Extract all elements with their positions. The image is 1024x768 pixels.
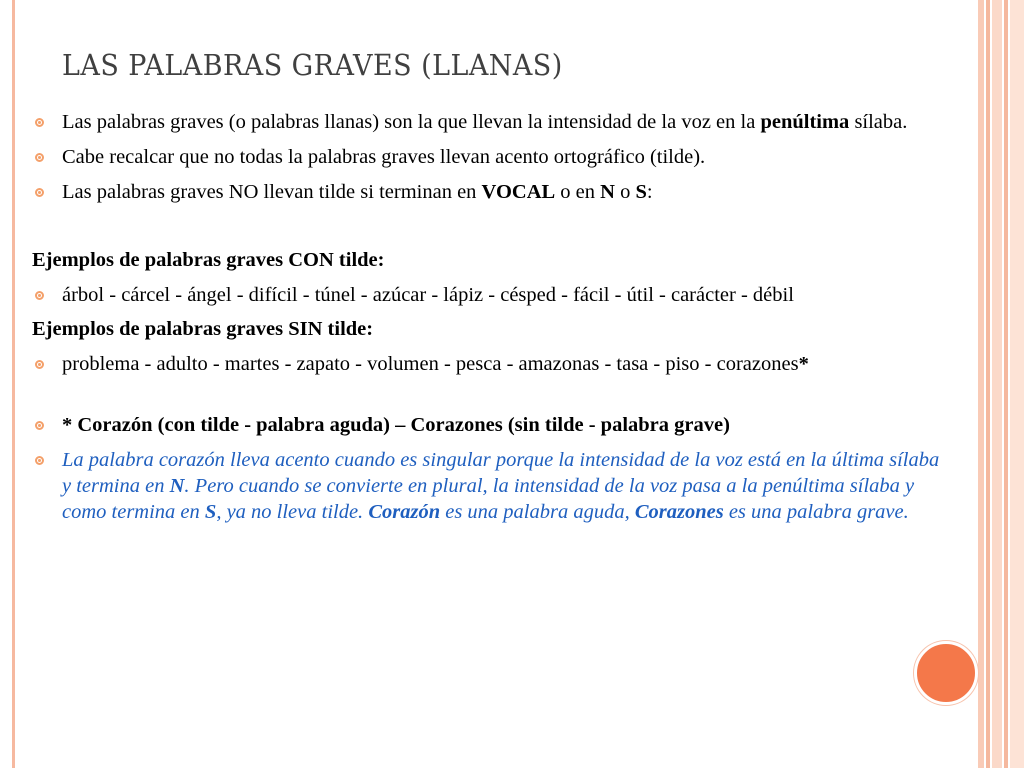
bullet-corazon-note: * Corazón (con tilde - palabra aguda) – Corazones (sin tilde - palabra grave) bbox=[32, 412, 942, 438]
bullet-icon bbox=[35, 421, 44, 430]
slide-content bbox=[32, 109, 942, 525]
left-border-line bbox=[12, 0, 15, 768]
heading-sin-tilde: Ejemplos de palabras graves SIN tilde: bbox=[32, 318, 374, 340]
heading-con-tilde: Ejemplos de palabras graves CON tilde: bbox=[32, 249, 385, 271]
bullet-icon bbox=[35, 118, 44, 127]
bullet-icon bbox=[35, 188, 44, 197]
right-decor-stripe bbox=[1010, 0, 1024, 768]
bullet-icon bbox=[35, 153, 44, 162]
bullet-definition: Las palabras graves (o palabras llanas) son la que llevan la intensidad de la voz en la penúltima sílaba. bbox=[32, 109, 942, 135]
examples-sin-tilde: problema - adulto - martes - zapato - volumen - pesca - amazonas - tasa - piso - corazones* bbox=[32, 351, 942, 377]
bullet-explanation: La palabra corazón lleva acento cuando es singular porque la intensidad de la voz está en la última sílaba y termina en N. Pero cuando se convierte en plural, la intensidad de la voz pasa a la penúltima sílaba y como termina en S, ya no lleva tilde. Corazón es una palabra aguda, Corazones es una palabra grave. bbox=[32, 447, 942, 525]
decorative-circle bbox=[914, 641, 978, 705]
examples-con-tilde: árbol - cárcel - ángel - difícil - túnel - azúcar - lápiz - césped - fácil - útil - carácter - débil bbox=[32, 282, 942, 308]
bullet-note-tilde: Cabe recalcar que no todas la palabras graves llevan acento ortográfico (tilde). bbox=[32, 144, 942, 170]
bullet-icon bbox=[35, 360, 44, 369]
right-decor-stripe bbox=[992, 0, 1002, 768]
bullet-icon bbox=[35, 291, 44, 300]
right-decor-stripe bbox=[986, 0, 990, 768]
right-decor-stripe bbox=[1004, 0, 1008, 768]
bullet-rule: Las palabras graves NO llevan tilde si terminan en VOCAL o en N o S: bbox=[32, 179, 942, 205]
right-decor-stripe bbox=[978, 0, 984, 768]
slide-title: LAS PALABRAS GRAVES (LLANAS) bbox=[62, 48, 563, 82]
bullet-icon bbox=[35, 456, 44, 465]
